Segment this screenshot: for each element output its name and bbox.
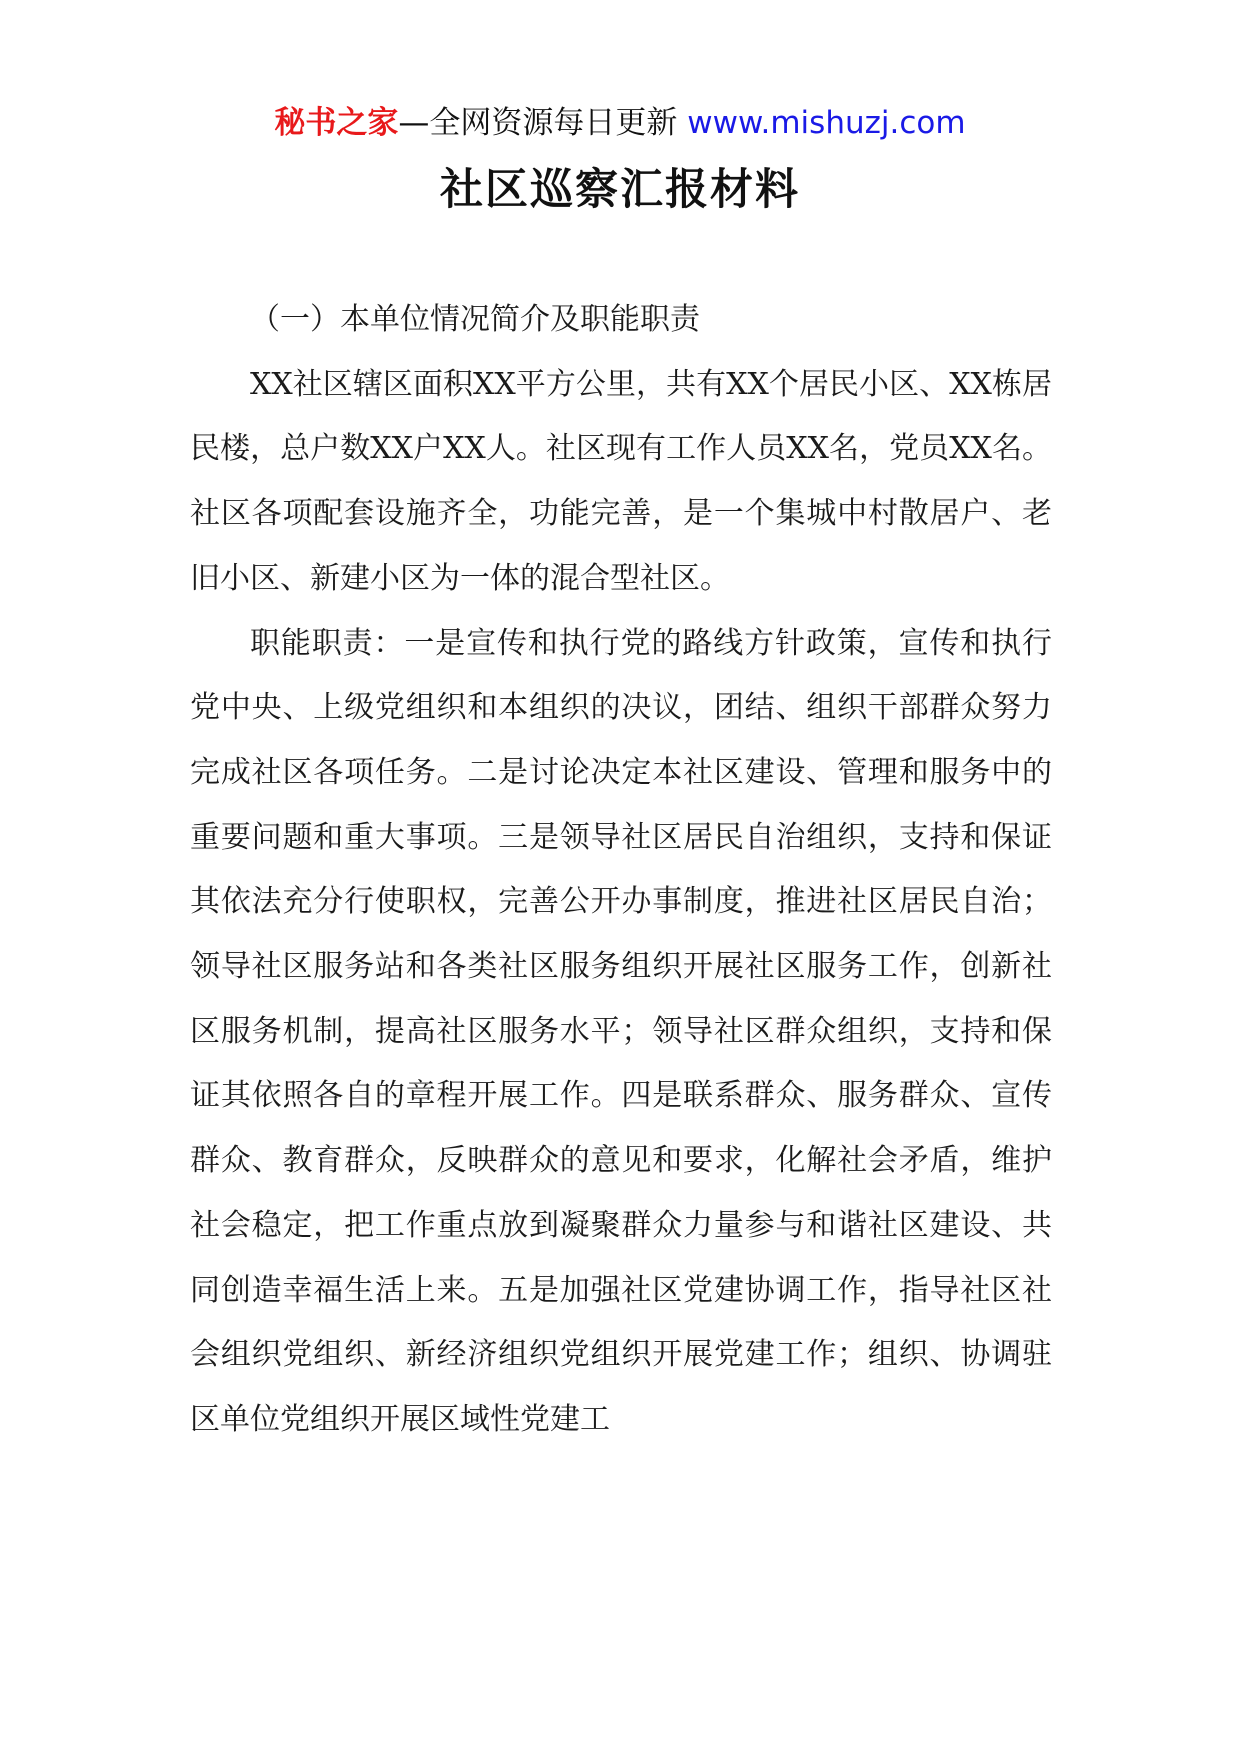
document-body bbox=[190, 288, 1052, 1453]
site-slogan: —全网资源每日更新 bbox=[398, 105, 688, 141]
paragraph-duties: 职能职责：一是宣传和执行党的路线方针政策，宣传和执行党中央、上级党组织和本组织的决议，团结、组织干部群众努力完成社区各项任务。二是讨论决定本社区建设、管理和服务中的重要问题和重大事项。三是领导社区居民自治组织，支持和保证其依法充分行使职权，完善公开办事制度，推进社区居民自治；领导社区服务站和各类社区服务组织开展社区服务工作，创新社区服务机制，提高社区服务水平；领导社区群众组织，支持和保证其依照各自的章程开展工作。四是联系群众、服务群众、宣传群众、教育群众，反映群众的意见和要求，化解社会矛盾，维护社会稳定，把工作重点放到凝聚群众力量参与和谐社区建设、共同创造幸福生活上来。五是加强社区党建协调工作，指导社区社会组织党组织、新经济组织党组织开展党建工作；组织、协调驻区单位党组织开展区域性党建工 bbox=[190, 625, 1052, 1437]
section-heading: （一）本单位情况简介及职能职责 bbox=[250, 302, 700, 337]
paragraph-overview: XX社区辖区面积XX平方公里，共有XX个居民小区、XX栋居民楼，总户数XX户XX人。社区现有工作人员XX名，党员XX名。社区各项配套设施齐全，功能完善，是一个集城中村散居户、老旧小区、新建小区为一体的混合型社区。 bbox=[190, 366, 1052, 596]
site-url-link[interactable]: www.mishuzj.com bbox=[687, 105, 966, 141]
site-brand: 秘书之家 bbox=[274, 105, 399, 141]
document-title: 社区巡察汇报材料 bbox=[440, 165, 800, 215]
site-banner bbox=[0, 100, 1240, 146]
